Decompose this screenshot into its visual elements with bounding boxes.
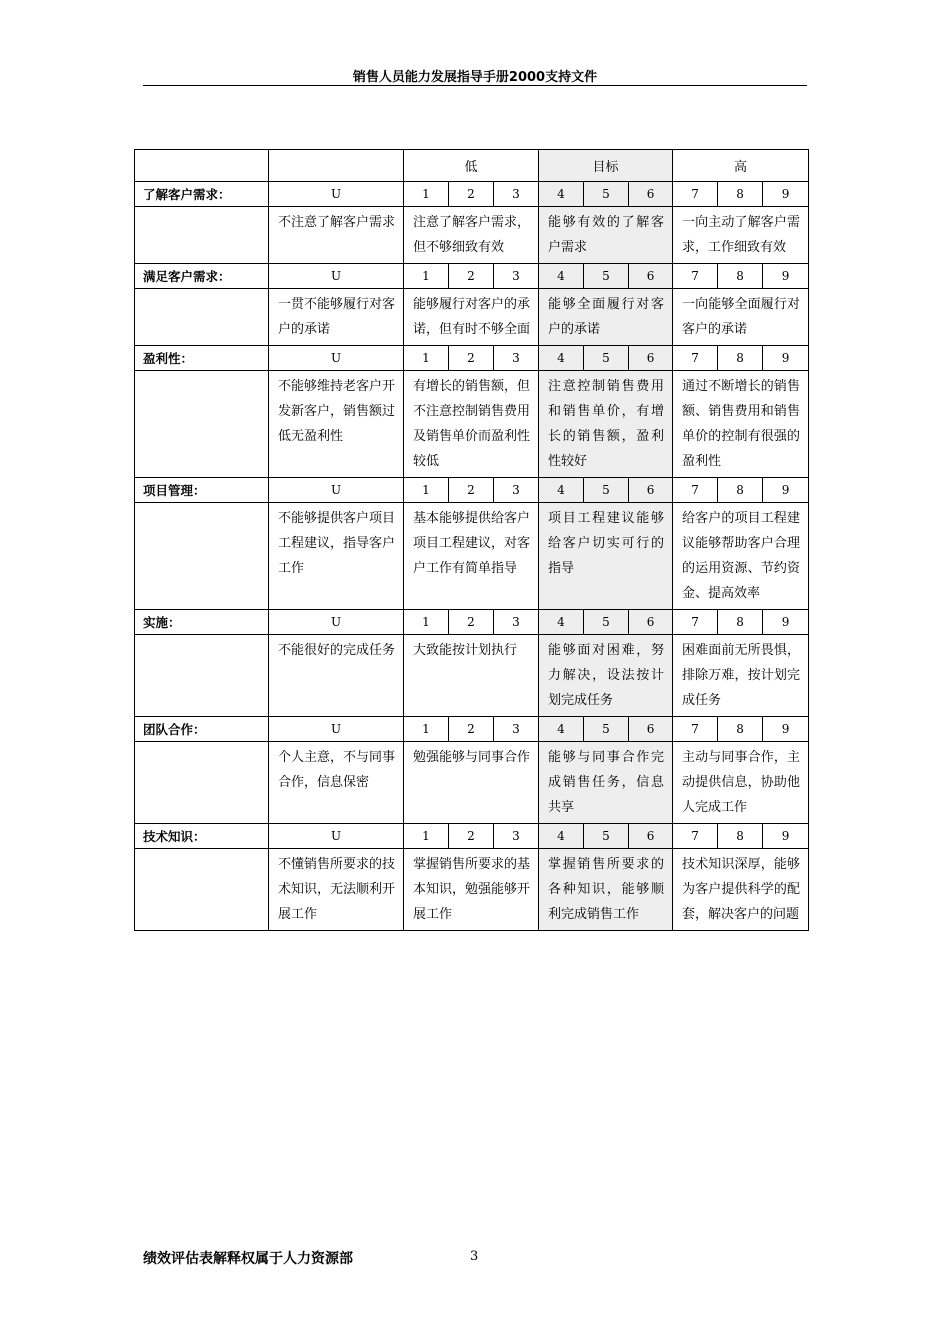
score-9: 9 [763, 478, 809, 503]
score-2: 2 [449, 824, 494, 849]
score-3: 3 [494, 478, 539, 503]
score-8: 8 [718, 717, 763, 742]
rating-table [134, 149, 809, 931]
header-rule [143, 85, 807, 86]
score-row [135, 824, 809, 849]
blank-cell [135, 849, 269, 931]
score-4: 4 [539, 824, 584, 849]
score-3: 3 [494, 717, 539, 742]
band-low: 低 [404, 150, 539, 182]
desc-target: 注意控制销售费用和销售单价，有增长的销售额，盈利性较好 [539, 371, 673, 478]
score-row [135, 610, 809, 635]
score-5: 5 [584, 478, 629, 503]
description-row [135, 635, 809, 717]
desc-high: 技术知识深厚，能够为客户提供科学的配套，解决客户的问题 [673, 849, 809, 931]
desc-low: 大致能按计划执行 [404, 635, 539, 717]
score-8: 8 [718, 346, 763, 371]
desc-low: 注意了解客户需求，但不够细致有效 [404, 207, 539, 264]
desc-low: 勉强能够与同事合作 [404, 742, 539, 824]
score-6: 6 [629, 610, 673, 635]
score-6: 6 [629, 264, 673, 289]
desc-u: 个人主意，不与同事合作，信息保密 [269, 742, 404, 824]
score-row [135, 182, 809, 207]
desc-u: 不能够提供客户项目工程建议，指导客户工作 [269, 503, 404, 610]
score-1: 1 [404, 264, 449, 289]
blank-cell [135, 635, 269, 717]
score-3: 3 [494, 346, 539, 371]
band-header-row [135, 150, 809, 182]
score-1: 1 [404, 478, 449, 503]
band-target: 目标 [539, 150, 673, 182]
desc-high: 一向能够全面履行对客户的承诺 [673, 289, 809, 346]
description-row [135, 742, 809, 824]
competency-label: 项目管理： [135, 478, 269, 503]
score-2: 2 [449, 717, 494, 742]
score-5: 5 [584, 610, 629, 635]
desc-target: 能够全面履行对客户的承诺 [539, 289, 673, 346]
score-4: 4 [539, 182, 584, 207]
blank-cell [135, 742, 269, 824]
description-row [135, 207, 809, 264]
footer-text: 绩效评估表解释权属于人力资源部 [143, 1251, 353, 1267]
score-row [135, 478, 809, 503]
score-1: 1 [404, 182, 449, 207]
score-5: 5 [584, 717, 629, 742]
score-row [135, 346, 809, 371]
score-row [135, 264, 809, 289]
description-row [135, 849, 809, 931]
competency-label: 了解客户需求： [135, 182, 269, 207]
score-4: 4 [539, 264, 584, 289]
score-9: 9 [763, 182, 809, 207]
score-7: 7 [673, 182, 718, 207]
competency-label: 满足客户需求： [135, 264, 269, 289]
score-7: 7 [673, 264, 718, 289]
score-5: 5 [584, 346, 629, 371]
score-8: 8 [718, 824, 763, 849]
score-2: 2 [449, 182, 494, 207]
score-6: 6 [629, 182, 673, 207]
desc-u: 不注意了解客户需求 [269, 207, 404, 264]
desc-low: 有增长的销售额，但不注意控制销售费用及销售单价而盈利性较低 [404, 371, 539, 478]
desc-high: 通过不断增长的销售额、销售费用和销售单价的控制有很强的盈利性 [673, 371, 809, 478]
blank-cell [135, 207, 269, 264]
score-8: 8 [718, 478, 763, 503]
score-2: 2 [449, 478, 494, 503]
score-row [135, 717, 809, 742]
desc-high: 给客户的项目工程建议能够帮助客户合理的运用资源、节约资金、提高效率 [673, 503, 809, 610]
score-8: 8 [718, 610, 763, 635]
score-9: 9 [763, 610, 809, 635]
blank-cell [135, 150, 269, 182]
desc-u: 一贯不能够履行对客户的承诺 [269, 289, 404, 346]
score-4: 4 [539, 346, 584, 371]
desc-high: 一向主动了解客户需求，工作细致有效 [673, 207, 809, 264]
score-u: U [269, 264, 404, 289]
description-row [135, 289, 809, 346]
desc-target: 能够有效的了解客户需求 [539, 207, 673, 264]
blank-cell [135, 503, 269, 610]
score-8: 8 [718, 182, 763, 207]
score-9: 9 [763, 346, 809, 371]
score-1: 1 [404, 346, 449, 371]
desc-high: 主动与同事合作，主动提供信息，协助他人完成工作 [673, 742, 809, 824]
score-1: 1 [404, 610, 449, 635]
score-u: U [269, 824, 404, 849]
score-5: 5 [584, 264, 629, 289]
score-7: 7 [673, 610, 718, 635]
score-7: 7 [673, 478, 718, 503]
desc-target: 项目工程建议能够给客户切实可行的指导 [539, 503, 673, 610]
competency-label: 技术知识： [135, 824, 269, 849]
desc-low: 能够履行对客户的承诺，但有时不够全面 [404, 289, 539, 346]
score-6: 6 [629, 478, 673, 503]
score-7: 7 [673, 824, 718, 849]
score-2: 2 [449, 610, 494, 635]
desc-target: 掌握销售所要求的各种知识，能够顺利完成销售工作 [539, 849, 673, 931]
competency-label: 团队合作： [135, 717, 269, 742]
blank-cell [135, 289, 269, 346]
desc-low: 基本能够提供给客户项目工程建议，对客户工作有简单指导 [404, 503, 539, 610]
desc-target: 能够面对困难，努力解决，设法按计划完成任务 [539, 635, 673, 717]
competency-label: 实施： [135, 610, 269, 635]
score-u: U [269, 182, 404, 207]
score-4: 4 [539, 478, 584, 503]
page-header-title: 销售人员能力发展指导手册2000支持文件 [352, 70, 598, 85]
score-u: U [269, 346, 404, 371]
score-5: 5 [584, 824, 629, 849]
desc-low: 掌握销售所要求的基本知识，勉强能够开展工作 [404, 849, 539, 931]
score-7: 7 [673, 346, 718, 371]
blank-cell [269, 150, 404, 182]
blank-cell [135, 371, 269, 478]
score-3: 3 [494, 182, 539, 207]
score-u: U [269, 610, 404, 635]
description-row [135, 371, 809, 478]
score-3: 3 [494, 824, 539, 849]
desc-u: 不能够维持老客户开发新客户，销售额过低无盈利性 [269, 371, 404, 478]
competency-label: 盈利性： [135, 346, 269, 371]
score-4: 4 [539, 610, 584, 635]
description-row [135, 503, 809, 610]
page-number: 3 [470, 1249, 479, 1264]
band-high: 高 [673, 150, 809, 182]
score-9: 9 [763, 717, 809, 742]
score-8: 8 [718, 264, 763, 289]
score-2: 2 [449, 346, 494, 371]
score-3: 3 [494, 264, 539, 289]
score-5: 5 [584, 182, 629, 207]
score-7: 7 [673, 717, 718, 742]
score-9: 9 [763, 824, 809, 849]
desc-target: 能够与同事合作完成销售任务，信息共享 [539, 742, 673, 824]
score-9: 9 [763, 264, 809, 289]
score-4: 4 [539, 717, 584, 742]
score-u: U [269, 478, 404, 503]
score-2: 2 [449, 264, 494, 289]
desc-high: 困难面前无所畏惧，排除万难，按计划完成任务 [673, 635, 809, 717]
desc-u: 不能很好的完成任务 [269, 635, 404, 717]
score-u: U [269, 717, 404, 742]
score-6: 6 [629, 346, 673, 371]
score-1: 1 [404, 824, 449, 849]
score-6: 6 [629, 717, 673, 742]
score-6: 6 [629, 824, 673, 849]
score-3: 3 [494, 610, 539, 635]
desc-u: 不懂销售所要求的技术知识，无法顺利开展工作 [269, 849, 404, 931]
score-1: 1 [404, 717, 449, 742]
